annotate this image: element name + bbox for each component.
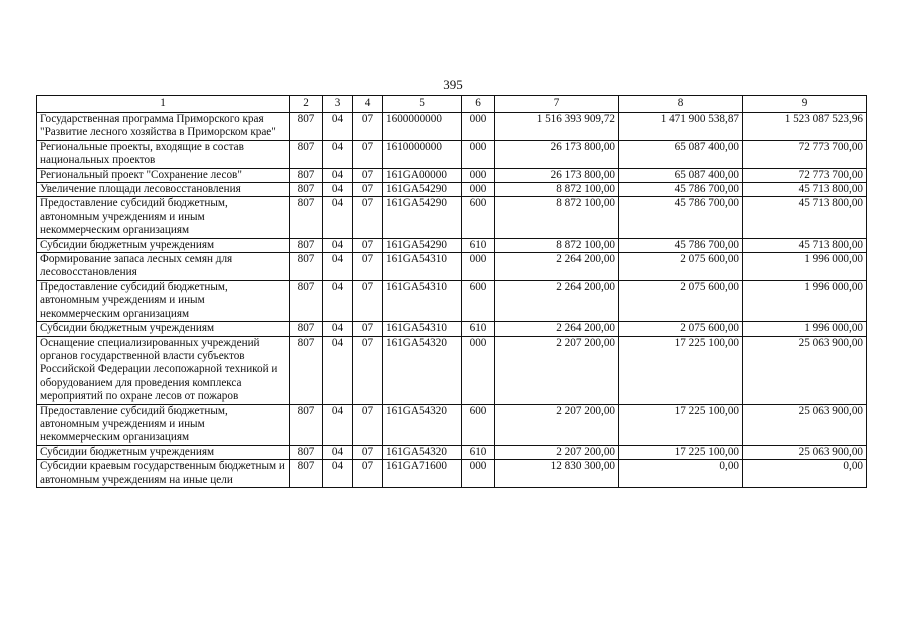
expense-type-cell: 000 bbox=[462, 168, 495, 182]
header-cell: 2 bbox=[290, 96, 323, 113]
subsection-cell: 07 bbox=[353, 445, 383, 459]
expense-type-cell: 000 bbox=[462, 460, 495, 488]
amount-year2-cell: 17 225 100,00 bbox=[619, 445, 743, 459]
amount-year1-cell: 1 516 393 909,72 bbox=[495, 113, 619, 141]
expense-type-cell: 610 bbox=[462, 322, 495, 336]
subsection-cell: 07 bbox=[353, 322, 383, 336]
target-article-cell: 161GA54310 bbox=[383, 280, 462, 321]
amount-year3-cell: 1 996 000,00 bbox=[743, 253, 867, 281]
amount-year1-cell: 26 173 800,00 bbox=[495, 140, 619, 168]
row-name-cell: Формирование запаса лесных семян для лесовосстановления bbox=[37, 253, 290, 281]
amount-year2-cell: 65 087 400,00 bbox=[619, 168, 743, 182]
amount-year1-cell: 8 872 100,00 bbox=[495, 183, 619, 197]
row-name-cell: Субсидии бюджетным учреждениям bbox=[37, 322, 290, 336]
target-article-cell: 161GA00000 bbox=[383, 168, 462, 182]
table-row bbox=[37, 253, 867, 281]
subsection-cell: 07 bbox=[353, 113, 383, 141]
subsection-cell: 07 bbox=[353, 280, 383, 321]
table-row bbox=[37, 183, 867, 197]
row-name-cell: Региональные проекты, входящие в состав национальных проектов bbox=[37, 140, 290, 168]
section-cell: 04 bbox=[323, 445, 353, 459]
amount-year3-cell: 25 063 900,00 bbox=[743, 445, 867, 459]
table-row bbox=[37, 404, 867, 445]
expense-type-cell: 610 bbox=[462, 445, 495, 459]
amount-year1-cell: 2 207 200,00 bbox=[495, 404, 619, 445]
row-name-cell: Увеличение площади лесовосстановления bbox=[37, 183, 290, 197]
amount-year2-cell: 65 087 400,00 bbox=[619, 140, 743, 168]
expense-type-cell: 600 bbox=[462, 197, 495, 238]
amount-year1-cell: 2 207 200,00 bbox=[495, 336, 619, 404]
row-name-cell: Оснащение специализированных учреждений органов государственной власти субъектов Российской Федерации лесопожарной техникой и оборудованием для проведения комплекса мероприятий по охране лесов от пожаров bbox=[37, 336, 290, 404]
amount-year1-cell: 8 872 100,00 bbox=[495, 197, 619, 238]
row-name-cell: Государственная программа Приморского края "Развитие лесного хозяйства в Приморском крае" bbox=[37, 113, 290, 141]
row-name-cell: Субсидии бюджетным учреждениям bbox=[37, 445, 290, 459]
section-cell: 04 bbox=[323, 113, 353, 141]
target-article-cell: 161GA54290 bbox=[383, 197, 462, 238]
grbs-cell: 807 bbox=[290, 197, 323, 238]
header-cell: 9 bbox=[743, 96, 867, 113]
header-row bbox=[37, 96, 867, 113]
section-cell: 04 bbox=[323, 183, 353, 197]
subsection-cell: 07 bbox=[353, 253, 383, 281]
amount-year2-cell: 2 075 600,00 bbox=[619, 253, 743, 281]
amount-year3-cell: 25 063 900,00 bbox=[743, 336, 867, 404]
amount-year2-cell: 17 225 100,00 bbox=[619, 404, 743, 445]
amount-year3-cell: 1 996 000,00 bbox=[743, 322, 867, 336]
grbs-cell: 807 bbox=[290, 280, 323, 321]
target-article-cell: 1600000000 bbox=[383, 113, 462, 141]
section-cell: 04 bbox=[323, 238, 353, 252]
grbs-cell: 807 bbox=[290, 183, 323, 197]
budget-table bbox=[36, 95, 867, 488]
amount-year2-cell: 17 225 100,00 bbox=[619, 336, 743, 404]
grbs-cell: 807 bbox=[290, 113, 323, 141]
target-article-cell: 161GA71600 bbox=[383, 460, 462, 488]
header-cell: 8 bbox=[619, 96, 743, 113]
row-name-cell: Предоставление субсидий бюджетным, автономным учреждениям и иным некоммерческим организациям bbox=[37, 280, 290, 321]
section-cell: 04 bbox=[323, 197, 353, 238]
target-article-cell: 161GA54290 bbox=[383, 238, 462, 252]
subsection-cell: 07 bbox=[353, 140, 383, 168]
row-name-cell: Предоставление субсидий бюджетным, автономным учреждениям и иным некоммерческим организациям bbox=[37, 197, 290, 238]
page-number: 395 bbox=[443, 77, 463, 92]
section-cell: 04 bbox=[323, 168, 353, 182]
section-cell: 04 bbox=[323, 253, 353, 281]
target-article-cell: 161GA54320 bbox=[383, 336, 462, 404]
header-cell: 4 bbox=[353, 96, 383, 113]
table-row bbox=[37, 460, 867, 488]
amount-year3-cell: 45 713 800,00 bbox=[743, 238, 867, 252]
expense-type-cell: 000 bbox=[462, 336, 495, 404]
table-row bbox=[37, 238, 867, 252]
header-cell: 1 bbox=[37, 96, 290, 113]
amount-year3-cell: 72 773 700,00 bbox=[743, 140, 867, 168]
amount-year2-cell: 45 786 700,00 bbox=[619, 238, 743, 252]
section-cell: 04 bbox=[323, 322, 353, 336]
row-name-cell: Субсидии краевым государственным бюджетным и автономным учреждениям на иные цели bbox=[37, 460, 290, 488]
amount-year1-cell: 2 264 200,00 bbox=[495, 280, 619, 321]
table-row bbox=[37, 197, 867, 238]
table-row bbox=[37, 168, 867, 182]
table-row bbox=[37, 445, 867, 459]
amount-year3-cell: 45 713 800,00 bbox=[743, 183, 867, 197]
row-name-cell: Региональный проект "Сохранение лесов" bbox=[37, 168, 290, 182]
section-cell: 04 bbox=[323, 404, 353, 445]
amount-year1-cell: 2 207 200,00 bbox=[495, 445, 619, 459]
grbs-cell: 807 bbox=[290, 404, 323, 445]
grbs-cell: 807 bbox=[290, 168, 323, 182]
amount-year3-cell: 72 773 700,00 bbox=[743, 168, 867, 182]
grbs-cell: 807 bbox=[290, 238, 323, 252]
row-name-cell: Предоставление субсидий бюджетным, автономным учреждениям и иным некоммерческим организациям bbox=[37, 404, 290, 445]
table-row bbox=[37, 336, 867, 404]
table-row bbox=[37, 140, 867, 168]
amount-year1-cell: 2 264 200,00 bbox=[495, 322, 619, 336]
grbs-cell: 807 bbox=[290, 460, 323, 488]
subsection-cell: 07 bbox=[353, 404, 383, 445]
subsection-cell: 07 bbox=[353, 183, 383, 197]
grbs-cell: 807 bbox=[290, 253, 323, 281]
grbs-cell: 807 bbox=[290, 140, 323, 168]
expense-type-cell: 000 bbox=[462, 140, 495, 168]
expense-type-cell: 610 bbox=[462, 238, 495, 252]
expense-type-cell: 000 bbox=[462, 113, 495, 141]
amount-year2-cell: 45 786 700,00 bbox=[619, 183, 743, 197]
amount-year3-cell: 25 063 900,00 bbox=[743, 404, 867, 445]
amount-year2-cell: 45 786 700,00 bbox=[619, 197, 743, 238]
expense-type-cell: 000 bbox=[462, 183, 495, 197]
section-cell: 04 bbox=[323, 460, 353, 488]
amount-year1-cell: 12 830 300,00 bbox=[495, 460, 619, 488]
amount-year2-cell: 2 075 600,00 bbox=[619, 322, 743, 336]
amount-year3-cell: 0,00 bbox=[743, 460, 867, 488]
header-cell: 3 bbox=[323, 96, 353, 113]
header-cell: 6 bbox=[462, 96, 495, 113]
target-article-cell: 161GA54320 bbox=[383, 445, 462, 459]
subsection-cell: 07 bbox=[353, 336, 383, 404]
amount-year3-cell: 1 523 087 523,96 bbox=[743, 113, 867, 141]
amount-year3-cell: 45 713 800,00 bbox=[743, 197, 867, 238]
grbs-cell: 807 bbox=[290, 322, 323, 336]
row-name-cell: Субсидии бюджетным учреждениям bbox=[37, 238, 290, 252]
target-article-cell: 1610000000 bbox=[383, 140, 462, 168]
section-cell: 04 bbox=[323, 280, 353, 321]
table-row bbox=[37, 322, 867, 336]
subsection-cell: 07 bbox=[353, 238, 383, 252]
section-cell: 04 bbox=[323, 140, 353, 168]
table-row bbox=[37, 113, 867, 141]
target-article-cell: 161GA54310 bbox=[383, 322, 462, 336]
table-row bbox=[37, 280, 867, 321]
grbs-cell: 807 bbox=[290, 336, 323, 404]
amount-year1-cell: 2 264 200,00 bbox=[495, 253, 619, 281]
header-cell: 5 bbox=[383, 96, 462, 113]
section-cell: 04 bbox=[323, 336, 353, 404]
target-article-cell: 161GA54320 bbox=[383, 404, 462, 445]
expense-type-cell: 600 bbox=[462, 404, 495, 445]
subsection-cell: 07 bbox=[353, 460, 383, 488]
subsection-cell: 07 bbox=[353, 168, 383, 182]
expense-type-cell: 600 bbox=[462, 280, 495, 321]
amount-year1-cell: 26 173 800,00 bbox=[495, 168, 619, 182]
amount-year3-cell: 1 996 000,00 bbox=[743, 280, 867, 321]
target-article-cell: 161GA54290 bbox=[383, 183, 462, 197]
amount-year1-cell: 8 872 100,00 bbox=[495, 238, 619, 252]
amount-year2-cell: 0,00 bbox=[619, 460, 743, 488]
target-article-cell: 161GA54310 bbox=[383, 253, 462, 281]
subsection-cell: 07 bbox=[353, 197, 383, 238]
grbs-cell: 807 bbox=[290, 445, 323, 459]
expense-type-cell: 000 bbox=[462, 253, 495, 281]
header-cell: 7 bbox=[495, 96, 619, 113]
amount-year2-cell: 1 471 900 538,87 bbox=[619, 113, 743, 141]
amount-year2-cell: 2 075 600,00 bbox=[619, 280, 743, 321]
